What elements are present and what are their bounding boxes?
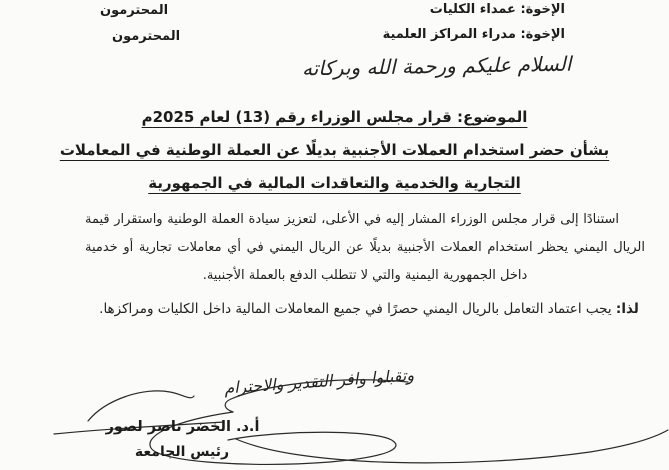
subject-line-2: بشأن حضر استخدام العملات الأجنبية بديلًا عن العملة الوطنية في المعاملات xyxy=(59,141,610,159)
salutation-handwritten: السلام عليكم ورحمة الله وبركاته xyxy=(301,51,572,81)
honorific-deans: المحترمون xyxy=(100,3,169,18)
closing-handwritten: وتقبلوا وافر التقدير والاحترام xyxy=(223,365,415,398)
directive-label: لذا: xyxy=(615,301,639,317)
honorific-directors: المحترمون xyxy=(112,29,181,44)
addressee-deans: الإخوة: عمداء الكليات xyxy=(429,2,565,17)
signature-stroke-tail xyxy=(236,430,668,463)
subject-line-1: الموضوع: قرار مجلس الوزراء رقم (13) لعام 2025م xyxy=(141,108,528,126)
directive-text: يجب اعتماد التعامل بالريال اليمني حصرًا في جميع المعاملات المالية داخل الكليات ومراكزها. xyxy=(99,301,616,317)
signature-stroke-squiggle xyxy=(88,391,194,421)
signatory-title: رئيس الجامعة xyxy=(134,444,230,460)
signatory-name: أ.د. الخضر ناصر لصور xyxy=(105,419,260,435)
addressee-directors: الإخوة: مدراء المراكز العلمية xyxy=(382,27,565,42)
directive-paragraph xyxy=(85,294,653,325)
subject-line-3: التجارية والخدمية والتعاقدات المالية في الجمهورية xyxy=(148,174,521,192)
body-paragraph: استنادًا إلى قرار مجلس الوزراء المشار إليه في الأعلى، لتعزيز سيادة العملة الوطنية واستقرار قيمة الريال اليمني يحظر استخدام العملات الأجنبية بديلًا عن الريال اليمني في أي معاملات تجارية أو خدمية داخل الجمهورية اليمنية والتي لا تتطلب الدفع بالعملة الأجنبية. xyxy=(85,212,645,283)
subject-block xyxy=(0,101,669,200)
